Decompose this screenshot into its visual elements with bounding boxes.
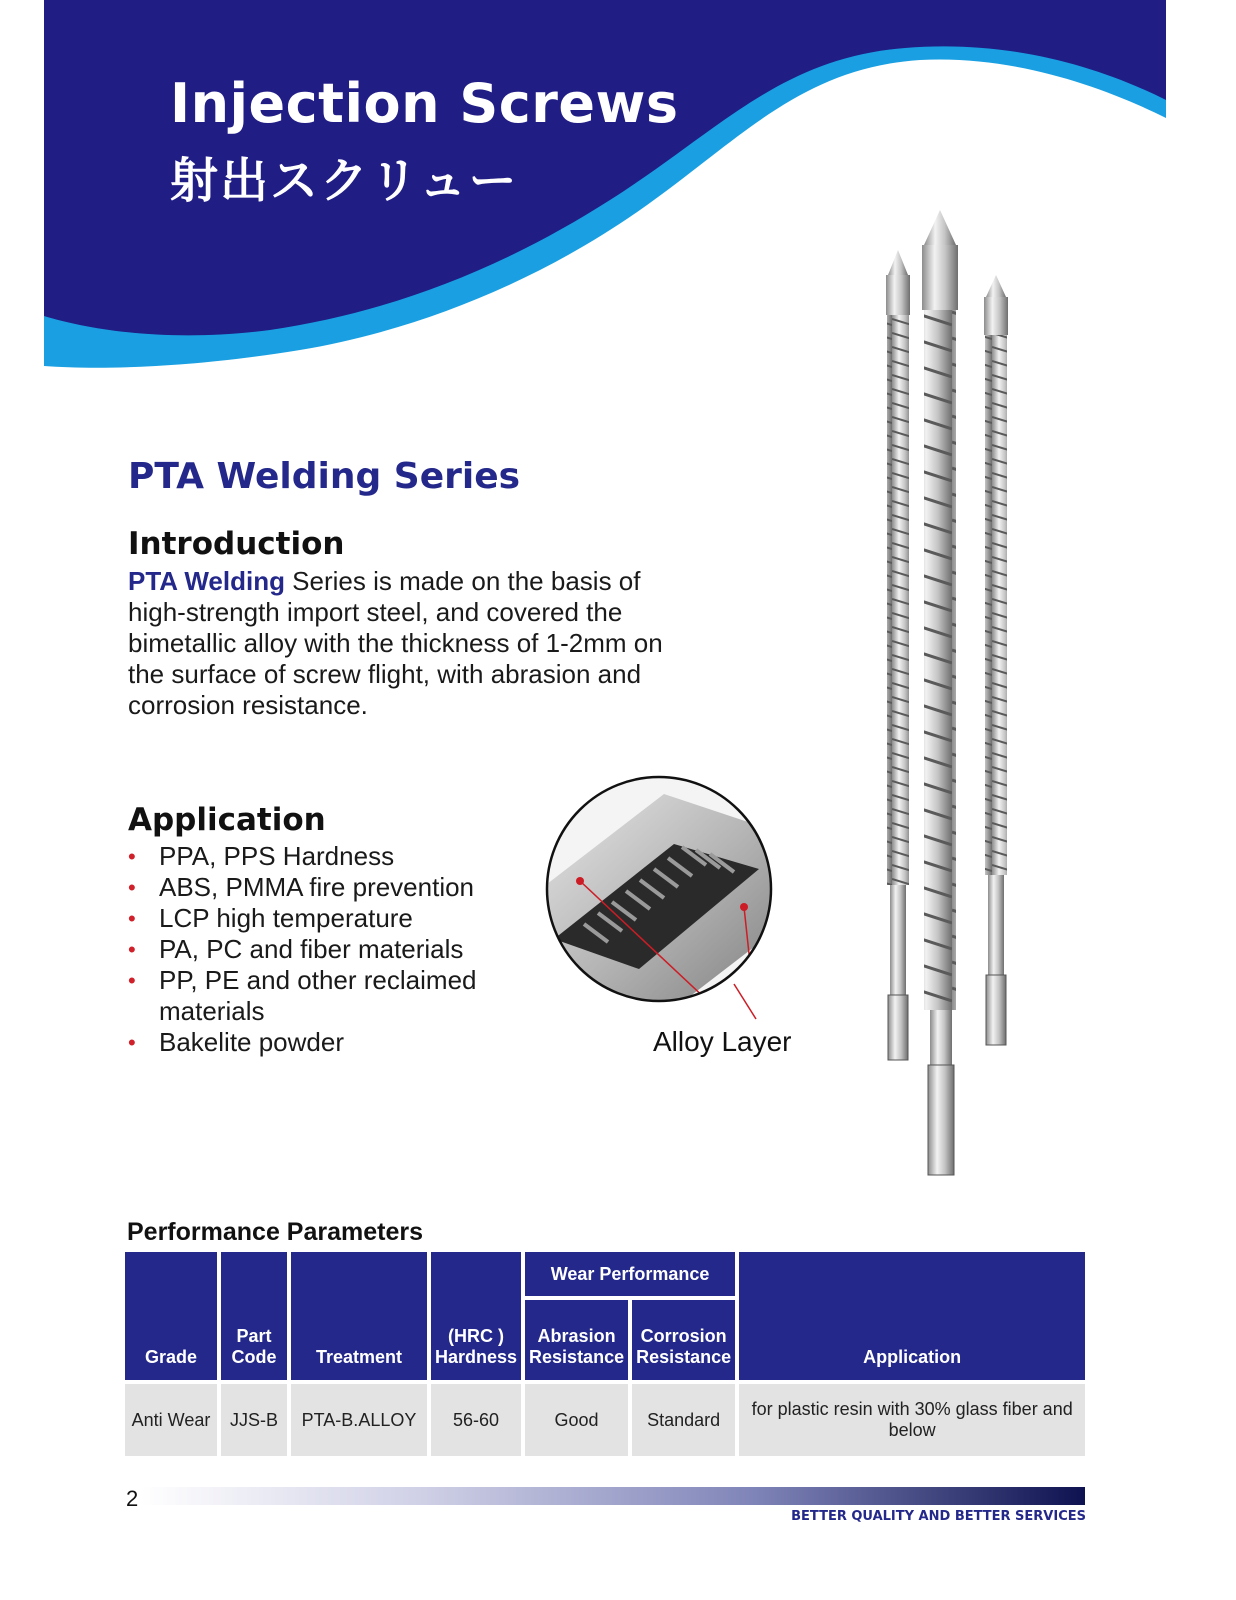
header-wear-performance: Wear Performance <box>525 1252 735 1300</box>
introduction-heading: Introduction <box>128 526 345 562</box>
application-item: • ABS, PMMA fire prevention <box>128 872 548 903</box>
cell-hardness: 56-60 <box>431 1380 521 1456</box>
header-abrasion: Abrasion Resistance <box>525 1300 628 1380</box>
performance-title: Performance Parameters <box>127 1218 423 1246</box>
alloy-pointer-lines <box>544 774 784 1024</box>
cell-treatment: PTA-B.ALLOY <box>291 1380 427 1456</box>
injection-screws-image <box>872 205 1032 1195</box>
cell-grade: Anti Wear <box>125 1380 217 1456</box>
header-hardness: (HRC ) Hardness <box>431 1252 521 1380</box>
cell-part-code: JJS-B <box>221 1380 287 1456</box>
cell-application: for plastic resin with 30% glass fiber and below <box>739 1380 1085 1456</box>
series-title: PTA Welding Series <box>128 456 521 497</box>
header-corrosion: Corrosion Resistance <box>632 1300 735 1380</box>
application-list <box>128 841 548 1058</box>
application-item: • PPA, PPS Hardness <box>128 841 548 872</box>
application-item: • PP, PE and other reclaimed materials <box>128 965 548 1027</box>
footer-tagline: BETTER QUALITY AND BETTER SERVICES <box>791 1509 1086 1524</box>
header-application: Application <box>739 1252 1085 1380</box>
application-item: • LCP high temperature <box>128 903 548 934</box>
application-item: • PA, PC and fiber materials <box>128 934 548 965</box>
cell-abrasion: Good <box>525 1380 628 1456</box>
header-treatment: Treatment <box>291 1252 427 1380</box>
page-number: 2 <box>126 1486 139 1511</box>
introduction-body: Series is made on the basis of high-strength import steel, and covered the bimetallic alloy with the thickness of 1-2mm on the surface of screw flight, with abrasion and corrosion resistance. <box>128 566 663 720</box>
cell-corrosion: Standard <box>632 1380 735 1456</box>
introduction-highlight: PTA Welding <box>128 566 285 596</box>
footer-gradient-bar <box>140 1487 1085 1505</box>
page-title-japanese: 射出スクリュー <box>170 153 519 209</box>
header-grade: Grade <box>125 1252 217 1380</box>
application-item: • Bakelite powder <box>128 1027 548 1058</box>
page-title: Injection Screws <box>170 72 679 135</box>
header-part-code: Part Code <box>221 1252 287 1380</box>
table-row <box>125 1380 1085 1456</box>
performance-table <box>121 1252 1089 1456</box>
introduction-text <box>128 566 668 721</box>
application-heading: Application <box>128 802 326 838</box>
alloy-layer-label: Alloy Layer <box>653 1026 792 1057</box>
